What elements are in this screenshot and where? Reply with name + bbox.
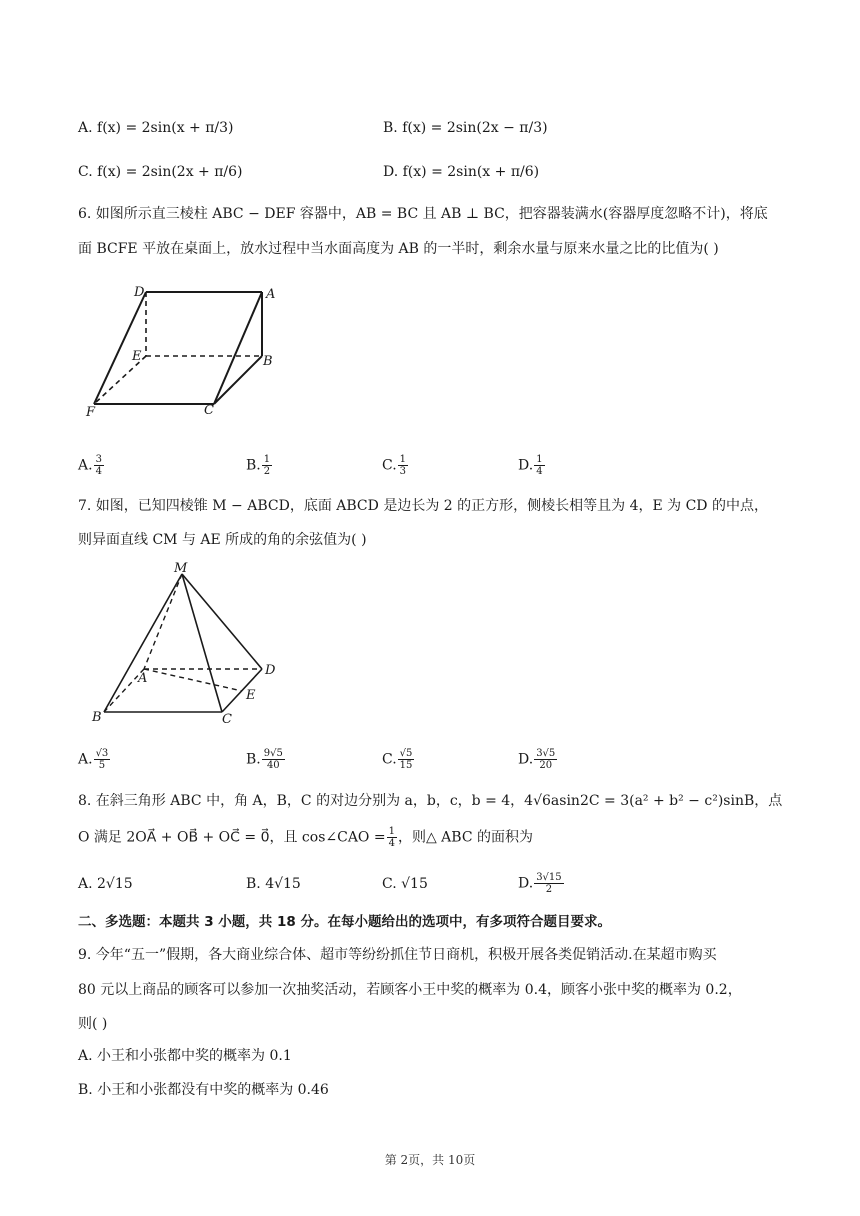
q9-text-line1: 9. 今年“五一”假期，各大商业综合体、超市等纷纷抓住节日商机，积极开展各类促销活动.在某超市购买	[78, 947, 717, 963]
q9-text-line3: 则( )	[78, 1016, 108, 1032]
q8-option-d: D. $\frac{3√15}{2}$	[518, 872, 562, 895]
q6-option-d: D. $\frac{1}{4}$	[518, 454, 543, 477]
q7-option-b: B. $\frac{9√5}{40}$	[246, 748, 283, 771]
section-heading: 二、多选题：本题共 3 小题，共 18 分。在每小题给出的选项中，有多项符合题目要求。	[78, 914, 611, 930]
q5-option-d: D. f(x) = 2sin(x + π/6)	[383, 164, 540, 180]
pyramid-label-a: A	[138, 671, 148, 686]
prism-figure	[80, 280, 290, 420]
q5-option-b: B. f(x) = 2sin(2x − π/3)	[383, 120, 548, 136]
q8-text-line1: 8. 在斜三角形 ABC 中，角 A，B，C 的对边分别为 a，b，c，b = 4，4√6asin2C = 3(a² + b² − c²)sinB，点	[78, 793, 783, 809]
q8-text-line2: O 满足 2OA⃗ + OB⃗ + OC⃗ = 0⃗，且 cos∠CAO = $\frac{1}{4}$ ，则△ ABC 的面积为	[78, 826, 534, 849]
q8-option-b: B. 4√15	[246, 876, 301, 892]
q8-option-a: A. 2√15	[78, 876, 133, 892]
q9-text-line2: 80 元以上商品的顾客可以参加一次抽奖活动，若顾客小王中奖的概率为 0.4，顾客小张中奖的概率为 0.2，	[78, 982, 742, 998]
q7-option-a: A. $\frac{√3}{5}$	[78, 748, 109, 771]
pyramid-label-b: B	[92, 710, 102, 725]
pyramid-label-d: D	[265, 663, 276, 678]
q5-option-a: A. f(x) = 2sin(x + π/3)	[78, 120, 234, 136]
prism-label-d: D	[134, 285, 145, 300]
q7-text-line1: 7. 如图，已知四棱锥 M − ABCD，底面 ABCD 是边长为 2 的正方形，侧棱长相等且为 4，E 为 CD 的中点，	[78, 498, 768, 514]
q7-option-d: D. $\frac{3√5}{20}$	[518, 748, 556, 771]
pyramid-label-e: E	[246, 688, 256, 703]
q7-option-c: C. $\frac{√5}{15}$	[382, 748, 413, 771]
q6-text-line1: 6. 如图所示直三棱柱 ABC − DEF 容器中，AB = BC 且 AB ⊥ BC，把容器装满水(容器厚度忽略不计)，将底	[78, 206, 768, 222]
q7-text-line2: 则异面直线 CM 与 AE 所成的角的余弦值为( )	[78, 532, 367, 548]
page-footer: 第 2页，共 10页	[384, 1153, 476, 1167]
q8-option-c: C. √15	[382, 876, 428, 892]
q6-option-a: A. $\frac{3}{4}$	[78, 454, 102, 477]
prism-label-e: E	[132, 349, 142, 364]
prism-label-c: C	[204, 403, 214, 418]
q6-text-line2: 面 BCFE 平放在桌面上，放水过程中当水面高度为 AB 的一半时，剩余水量与原来水量之比的比值为( )	[78, 241, 719, 257]
prism-label-b: B	[263, 354, 273, 369]
prism-label-f: F	[86, 405, 96, 420]
q9-option-b: B. 小王和小张都没有中奖的概率为 0.46	[78, 1082, 329, 1098]
pyramid-label-m: M	[174, 561, 188, 576]
pyramid-figure	[88, 558, 288, 728]
q5-option-c: C. f(x) = 2sin(2x + π/6)	[78, 164, 243, 180]
prism-label-a: A	[266, 287, 276, 302]
q6-option-b: B. $\frac{1}{2}$	[246, 454, 271, 477]
q9-option-a: A. 小王和小张都中奖的概率为 0.1	[78, 1048, 292, 1064]
pyramid-label-c: C	[222, 712, 232, 727]
q6-option-c: C. $\frac{1}{3}$	[382, 454, 407, 477]
